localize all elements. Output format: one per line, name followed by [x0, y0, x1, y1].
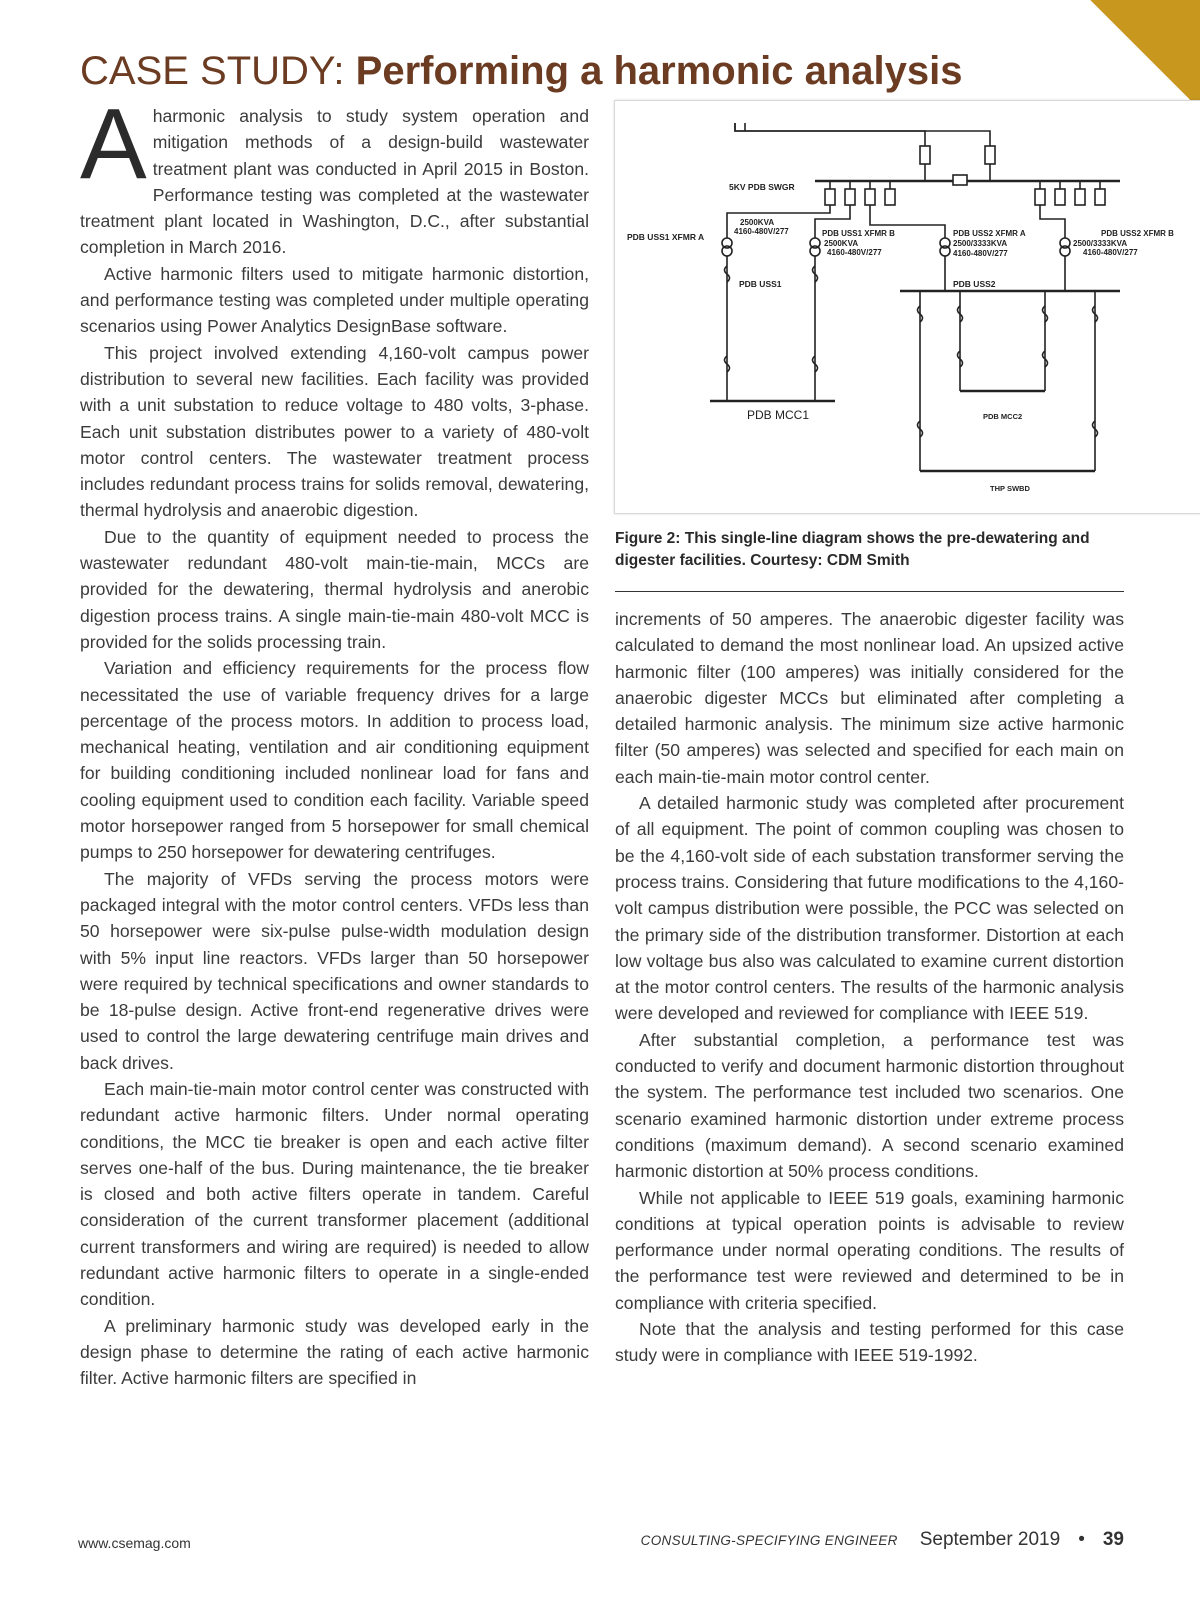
article-paragraph: The majority of VFDs serving the process motors were packaged integral with the motor control centers. VFDs less than 50 horsepower were six-pulse pulse-width modulation design with 5% input line reactors. VFDs larger than 50 horsepower were required by technical specifications and owner standards to be 18-pulse design. Active front-end regenerative drives were used to control the large dewatering centrifuge main drives and back drives.	[80, 868, 589, 1073]
label-uss1: PDB USS1	[739, 279, 782, 289]
label-uss2-xfmr-a: PDB USS2 XFMR A	[953, 229, 1026, 238]
title-main: Performing a harmonic analysis	[355, 49, 963, 93]
label-uss1-b-rating1: 2500KVA	[824, 239, 859, 248]
footer-website: www.csemag.com	[78, 1535, 191, 1551]
figure-single-line-diagram	[614, 100, 1200, 514]
label-uss2-a-rating2: 4160-480V/277	[953, 249, 1008, 258]
label-uss1-xfmr-b: PDB USS1 XFMR B	[822, 229, 895, 238]
article-paragraph: A detailed harmonic study was completed after procurement of all equipment. The point of common coupling was chosen to be the 4,160-volt side of each substation transformer serving the process trains. Considering that future modifications to the 4,160-volt campus distribution were possible, the PCC was selected on the primary side of the distribution transformer. Distortion at each low voltage bus also was calculated to examine current distortion at the motor control centers. The results of the harmonic analysis were developed and reviewed for compliance with IEEE 519.	[615, 793, 1124, 1024]
footer-bullet: •	[1078, 1529, 1085, 1550]
label-uss1-a-rating1: 2500KVA	[740, 218, 775, 227]
label-uss2-b-rating1: 2500/3333KVA	[1073, 239, 1128, 248]
corner-accent	[1090, 0, 1200, 110]
article-paragraph: After substantial completion, a performance test was conducted to verify and document harmonic distortion throughout the system. The performance test included two scenarios. One scenario examined harmonic distortion under extreme process conditions (maximum demand). A second scenario examined harmonic distortion at 50% process conditions.	[615, 1029, 1124, 1182]
article-paragraph	[80, 88, 589, 261]
article-paragraph: increments of 50 amperes. The anaerobic digester facility was calculated to demand the most nonlinear load. An upsized active harmonic filter (100 amperes) was initially considered for the anaerobic digester MCCs but eliminated after completing a detailed harmonic analysis. The minimum size active harmonic filter (50 amperes) was selected and specified for each main on each main-tie-main motor control center.	[615, 609, 1124, 787]
article-paragraph: Note that the analysis and testing performed for this case study were in compliance with IEEE 519-1992.	[615, 1319, 1124, 1366]
article-column-right	[615, 606, 1124, 1369]
label-thp-swbd: THP SWBD	[990, 484, 1030, 493]
single-line-diagram	[615, 101, 1200, 513]
label-swgr: 5KV PDB SWGR	[729, 182, 795, 192]
article-paragraph: Active harmonic filters used to mitigate harmonic distortion, and performance testing was completed under multiple operating scenarios using Power Analytics DesignBase software.	[80, 263, 589, 337]
label-uss2-a-rating1: 2500/3333KVA	[953, 239, 1008, 248]
footer-folio	[641, 1529, 1124, 1551]
article-paragraph: Each main-tie-main motor control center was constructed with redundant active harmonic filters. Under normal operating conditions, the MCC tie breaker is open and each active filter serves one-half of the bus. During maintenance, the tie breaker is closed and both active filters operate in tandem. Careful consideration of the current transformer placement (additional current transformers and wiring are required) is needed to allow redundant active harmonic filters to operate in a single-ended condition.	[80, 1078, 589, 1310]
label-mcc1: PDB MCC1	[747, 408, 810, 422]
title-prefix: CASE STUDY:	[80, 49, 345, 93]
figure-caption: Figure 2: This single-line diagram shows the pre-dewatering and digester facilities. Courtesy: CDM Smith	[615, 530, 1090, 569]
label-uss2-xfmr-b: PDB USS2 XFMR B	[1101, 229, 1174, 238]
footer-magazine: CONSULTING-SPECIFYING ENGINEER	[640, 1533, 898, 1548]
caption-divider	[615, 591, 1124, 592]
article-column-left	[80, 88, 589, 1392]
drop-cap: A	[80, 88, 147, 200]
article-paragraph: Due to the quantity of equipment needed to process the wastewater redundant 480-volt main-tie-main, MCCs are provided for the dewatering, thermal hydrolysis and anerobic digestion process trains. A single main-tie-main 480-volt MCC is provided for the solids processing train.	[80, 526, 589, 652]
article-paragraph: A preliminary harmonic study was developed early in the design phase to determine the rating of each active harmonic filter. Active harmonic filters are specified in	[80, 1315, 589, 1389]
article-paragraph: This project involved extending 4,160-volt campus power distribution to several new facilities. Each facility was provided with a unit substation to reduce voltage to 480 volts, 3-phase. Each unit substation distributes power to a variety of 480-volt motor control centers. The wastewater treatment process includes redundant process trains for solids removal, dewatering, thermal hydrolysis and anaerobic digestion.	[80, 342, 589, 521]
paragraph-text: harmonic analysis to study system operation and mitigation methods of a design-build wastewater treatment plant was conducted in April 2015 in Boston. Performance testing was completed at the wastewater treatment plant located in Washington, D.C., after substantial completion in March 2016.	[80, 106, 589, 258]
article-paragraph: While not applicable to IEEE 519 goals, examining harmonic conditions at typical operation points is advisable to review performance under normal operating conditions. The results of the performance test were reviewed and determined to be in compliance with criteria specified.	[615, 1187, 1124, 1313]
label-uss1-a-rating2: 4160-480V/277	[734, 227, 789, 236]
label-uss1-xfmr-a: PDB USS1 XFMR A	[627, 232, 705, 242]
page-title	[80, 46, 963, 96]
label-mcc2: PDB MCC2	[983, 412, 1023, 421]
label-uss2-b-rating2: 4160-480V/277	[1083, 248, 1138, 257]
label-uss1-b-rating2: 4160-480V/277	[827, 248, 882, 257]
label-uss2: PDB USS2	[953, 279, 996, 289]
article-paragraph: Variation and efficiency requirements for the process flow necessitated the use of variable frequency drives for a large percentage of the process motors. In addition to process load, mechanical heating, ventilation and air conditioning equipment for building conditioning included nonlinear load for fans and cooling equipment used to condition each facility. Variable speed motor horsepower ranged from 5 horsepower for small chemical pumps to 250 horsepower for dewatering centrifuges.	[80, 658, 589, 863]
footer-date: September 2019	[919, 1529, 1061, 1550]
page-number: 39	[1102, 1529, 1124, 1550]
